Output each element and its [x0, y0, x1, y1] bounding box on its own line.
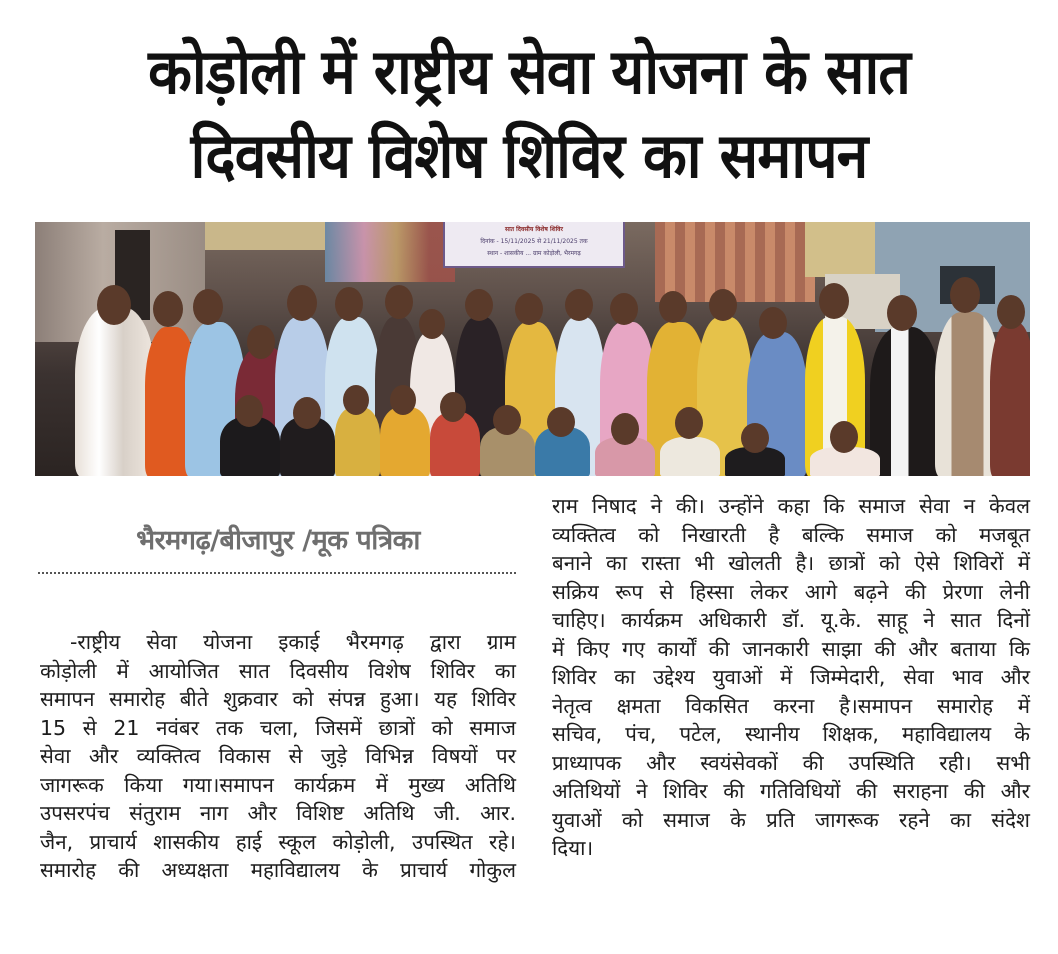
headline-line-2: दिवसीय विशेष शिविर का समापन — [190, 119, 868, 192]
byline: भैरमगढ़/बीजापुर /मूक पत्रिका — [136, 525, 420, 556]
person — [75, 307, 155, 476]
person-head — [819, 283, 849, 319]
article-line: कोड़ोली में आयोजित सात दिवसीय विशेष शिविर का — [40, 658, 516, 683]
article-line: जागरूक किया गया।समापन कार्यक्रम में मुख्य अतिथि — [40, 772, 516, 797]
person-head — [515, 293, 543, 325]
article-line: बनाने का रास्ता भी खोलती है। छात्रों को ऐसे शिविरों में — [552, 551, 1030, 575]
photo-bg-curtain — [325, 222, 455, 282]
person-head — [741, 423, 769, 453]
person-head — [335, 287, 363, 321]
person — [660, 437, 720, 476]
person-head — [887, 295, 917, 331]
person-head — [547, 407, 575, 437]
person-head — [419, 309, 445, 339]
person-head — [830, 421, 858, 453]
article-line: चाहिए। कार्यक्रम अधिकारी डॉ. यू.के. साहू ने सात दिनों — [552, 608, 1030, 632]
person-head — [97, 285, 131, 325]
article-line: दिया। — [552, 836, 594, 860]
photo-crowd — [35, 277, 1030, 476]
banner-line-2: दिनांक - 15/11/2025 से 21/11/2025 तक — [480, 238, 588, 245]
person — [380, 407, 430, 476]
article-line: में किए गए कार्यों की जानकारी साझा की और बताया कि — [552, 636, 1030, 661]
person-head — [390, 385, 416, 415]
article-line: सक्रिय रूप से हिस्सा लेकर आगे बढ़ने की प्रेरणा लेनी — [552, 579, 1030, 604]
article-line: नेतृत्व क्षमता विकसित करना है।समापन समारोह में — [552, 693, 1030, 718]
person-head — [385, 285, 413, 319]
person-head — [247, 325, 275, 359]
banner-line-3: स्थान - शासकीय ... ग्राम कोड़ोली, भैरमगढ़ — [487, 250, 581, 257]
person — [990, 322, 1030, 476]
person — [335, 407, 380, 476]
person-head — [950, 277, 980, 313]
person-head — [153, 291, 183, 327]
dotted-divider — [38, 572, 516, 574]
person-head — [293, 397, 321, 429]
headline-line-1: कोड़ोली में राष्ट्रीय सेवा योजना के सात — [148, 35, 910, 108]
article-line: राम निषाद ने की। उन्होंने कहा कि समाज सेवा न केवल — [552, 494, 1030, 518]
person-head — [611, 413, 639, 445]
person-head — [659, 291, 687, 323]
article-line: समारोह की अध्यक्षता महाविद्यालय के प्राचार्य गोकुल — [40, 858, 516, 882]
person-head — [287, 285, 317, 321]
person-head — [343, 385, 369, 415]
article-line: -राष्ट्रीय सेवा योजना इकाई भैरमगढ़ द्वारा ग्राम — [70, 630, 516, 654]
person-head — [465, 289, 493, 321]
person-head — [565, 289, 593, 321]
headline — [42, 30, 1015, 198]
article-line: अतिथियों ने शिविर की गतिविधियों की सराहना की और — [552, 779, 1030, 803]
article-line: 15 से 21 नवंबर तक चला, जिसमें छात्रों को समाज — [40, 715, 516, 740]
person-head — [193, 289, 223, 325]
person-head — [610, 293, 638, 325]
person — [870, 327, 940, 476]
article-line: उपसरपंच संतुराम नाग और विशिष्ट अतिथि जी. आर. — [40, 801, 516, 825]
article-column-left — [40, 628, 516, 885]
article-column-right — [552, 492, 1030, 863]
article-line: प्राध्यापक और स्वयंसेवकों की उपस्थिति रही। सभी — [552, 750, 1030, 775]
person-head — [440, 392, 466, 422]
person-head — [675, 407, 703, 439]
article-line: शिविर का उद्देश्य युवाओं में जिम्मेदारी, सेवा भाव और — [552, 665, 1030, 689]
group-photo — [35, 222, 1030, 476]
article-line: जैन, प्राचार्य शासकीय हाई स्कूल कोड़ोली, उपस्थित रहे। — [40, 829, 516, 854]
article-line: युवाओं को समाज के प्रति जागरूक रहने का संदेश — [552, 807, 1030, 832]
person-head — [759, 307, 787, 339]
photo-bg-awning — [205, 222, 325, 250]
person-head — [709, 289, 737, 321]
article-line: सेवा और व्यक्तित्व विकास से जुड़े विभिन्न विषयों पर — [40, 744, 516, 768]
person-head — [235, 395, 263, 427]
person-head — [997, 295, 1025, 329]
person-head — [493, 405, 521, 435]
article-line: व्यक्तित्व को निखारती है बल्कि समाज को मजबूत — [552, 522, 1030, 547]
photo-banner — [443, 222, 625, 268]
article-line: सचिव, पंच, पटेल, स्थानीय शिक्षक, महाविद्यालय के — [552, 722, 1030, 746]
banner-line-1: सात दिवसीय विशेष शिविर — [505, 226, 563, 233]
article-line: समापन समारोह बीते शुक्रवार को संपन्न हुआ। यह शिविर — [40, 687, 516, 711]
